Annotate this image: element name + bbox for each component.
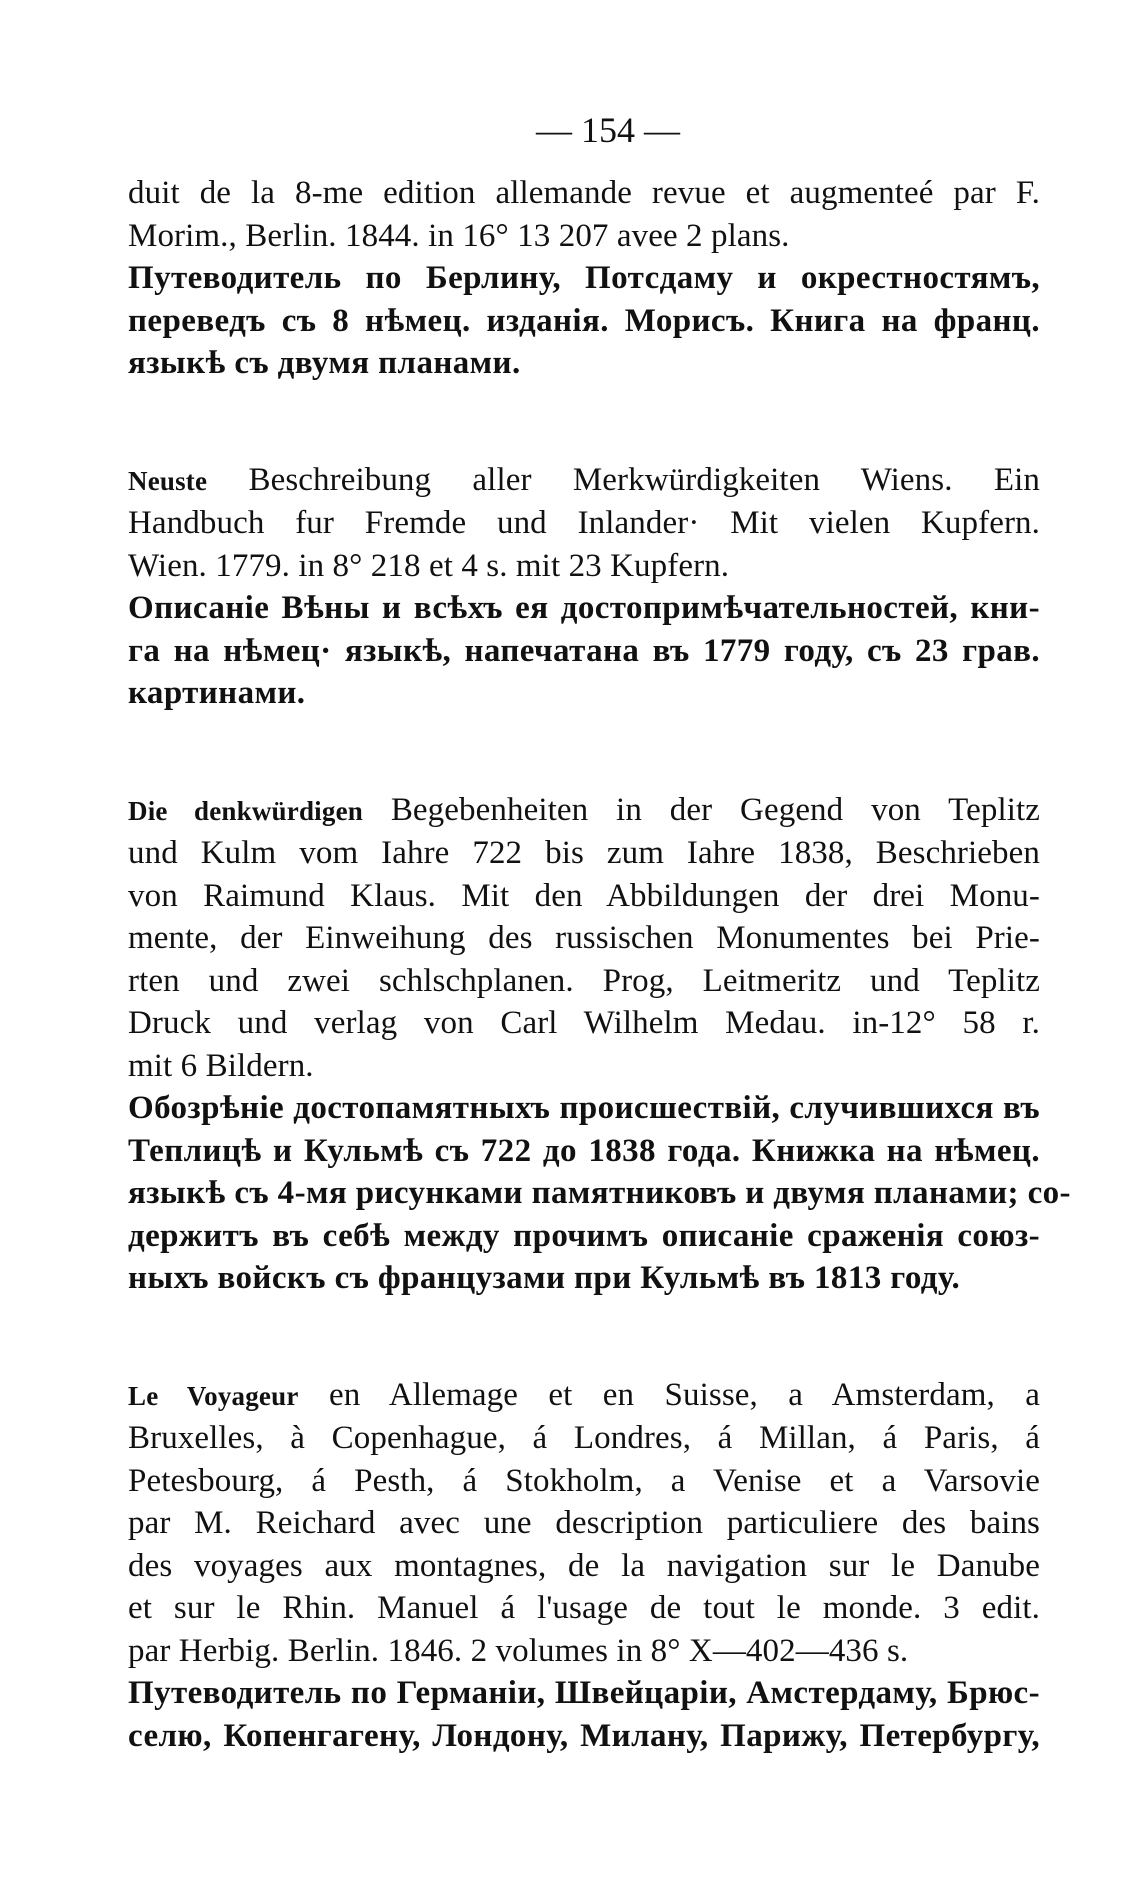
entry-3-ru-line-5: ныхъ войскъ съ французами при Кульмѣ въ 1813 году. [128, 1260, 961, 1296]
bibliography-entry-2 [128, 459, 1040, 715]
bibliography-entry-1 [128, 172, 1040, 385]
entry-1-ru-line-2: переведъ съ 8 нѣмец. изданія. Морисъ. Книга на франц. [128, 302, 1040, 339]
entry-4-line-6: et sur le Rhin. Manuel á l'usage de tout le monde. 3 edit. [128, 1590, 1040, 1626]
entry-3-line-2: und Kulm vom Iahre 722 bis zum Iahre 1838, Beschrieben [128, 835, 1040, 871]
entry-2-ru-line-2: га на нѣмец· языкѣ, напечатана въ 1779 году, съ 23 грав. [128, 632, 1040, 669]
entry-4-line-7: par Herbig. Berlin. 1846. 2 volumes in 8° X—402—436 s. [128, 1632, 909, 1669]
entry-3-line-1 [128, 789, 1040, 833]
entry-4-line-1 [128, 1374, 1040, 1418]
entry-3-line-7: mit 6 Bildern. [128, 1047, 314, 1084]
entry-4-ru-line-1: Путеводитель по Германіи, Швейцаріи, Амстердаму, Брюс- [128, 1675, 1040, 1711]
entry-2-lead-word: Neuste [128, 465, 208, 496]
entry-separator [128, 1300, 1040, 1374]
bibliography-entry-4 [128, 1374, 1040, 1758]
entry-4-line-4: par M. Reichard avec une description particuliere des bains [128, 1505, 1040, 1541]
entry-3-ru-line-4: держитъ въ себѣ между прочимъ описаніе сраженія союз- [128, 1217, 1040, 1254]
entry-4-line-2: Bruxelles, à Copenhague, á Londres, á Millan, á Paris, á [128, 1420, 1040, 1456]
entry-separator [128, 385, 1040, 459]
entry-2-ru-line-3: картинами. [128, 675, 306, 711]
entry-2-ru-line-1: Описаніе Вѣны и всѣхъ ея достопримѣчательностей, кни- [128, 590, 1040, 626]
entry-4-lead-words: Le Voyageur [128, 1380, 299, 1411]
entry-1-ru-line-3: языкѣ съ двумя планами. [128, 345, 521, 381]
entry-3-ru-line-3: языкѣ съ 4-мя рисунками памятниковъ и двумя планами; со- [128, 1175, 1071, 1211]
entry-2-line-2: Handbuch fur Fremde und Inlander· Mit vielen Kupfern. [128, 505, 1040, 541]
page-number: — 154 — [536, 110, 680, 150]
entry-4-line-5: des voyages aux montagnes, de la navigation sur le Danube [128, 1547, 1040, 1584]
book-page [128, 100, 1071, 1757]
entry-3-ru-line-2: Теплицѣ и Кульмѣ съ 722 до 1838 года. Книжка на нѣмец. [128, 1132, 1040, 1169]
entry-3-line-5: rten und zwei schlschplanen. Prog, Leitmeritz und Teplitz [128, 962, 1040, 999]
entry-3-line-6: Druck und verlag von Carl Wilhelm Medau. in-12° 58 r. [128, 1005, 1040, 1041]
entry-4-line-3: Petesbourg, á Pesth, á Stokholm, a Venise et a Varsovie [128, 1462, 1040, 1499]
entry-3-lead-words: Die denkwürdigen [128, 795, 363, 826]
entry-1-line-2: Morim., Berlin. 1844. in 16° 13 207 avee 2 plans. [128, 217, 790, 254]
entry-separator [128, 715, 1040, 789]
bibliography-entry-3 [128, 789, 1071, 1300]
entry-1-line-1: duit de la 8-me edition allemande revue et augmenteé par F. [128, 175, 1040, 211]
entry-2-title-rest: Beschreibung aller Merkwürdigkeiten Wiens. Ein [207, 461, 1040, 498]
entry-3-ru-line-1: Обозрѣніе достопамятныхъ происшествій, случившихся въ [128, 1090, 1040, 1126]
entry-3-line-3: von Raimund Klaus. Mit den Abbildungen der drei Monu- [128, 877, 1040, 914]
entry-4-ru-line-2: селю, Копенгагену, Лондону, Милану, Парижу, Петербургу, [128, 1717, 1040, 1754]
entry-1-ru-line-1: Путеводитель по Берлину, Потсдаму и окрестностямъ, [128, 260, 1040, 296]
entry-3-line-4: mente, der Einweihung des russischen Monumentes bei Prie- [128, 920, 1040, 956]
entry-2-line-1 [128, 459, 1040, 503]
entry-3-title-rest: Begebenheiten in der Gegend von Teplitz [362, 791, 1040, 828]
entry-4-title-rest: en Allemage et en Suisse, a Amsterdam, a [298, 1376, 1040, 1413]
entry-2-line-3: Wien. 1779. in 8° 218 et 4 s. mit 23 Kupfern. [128, 547, 730, 584]
